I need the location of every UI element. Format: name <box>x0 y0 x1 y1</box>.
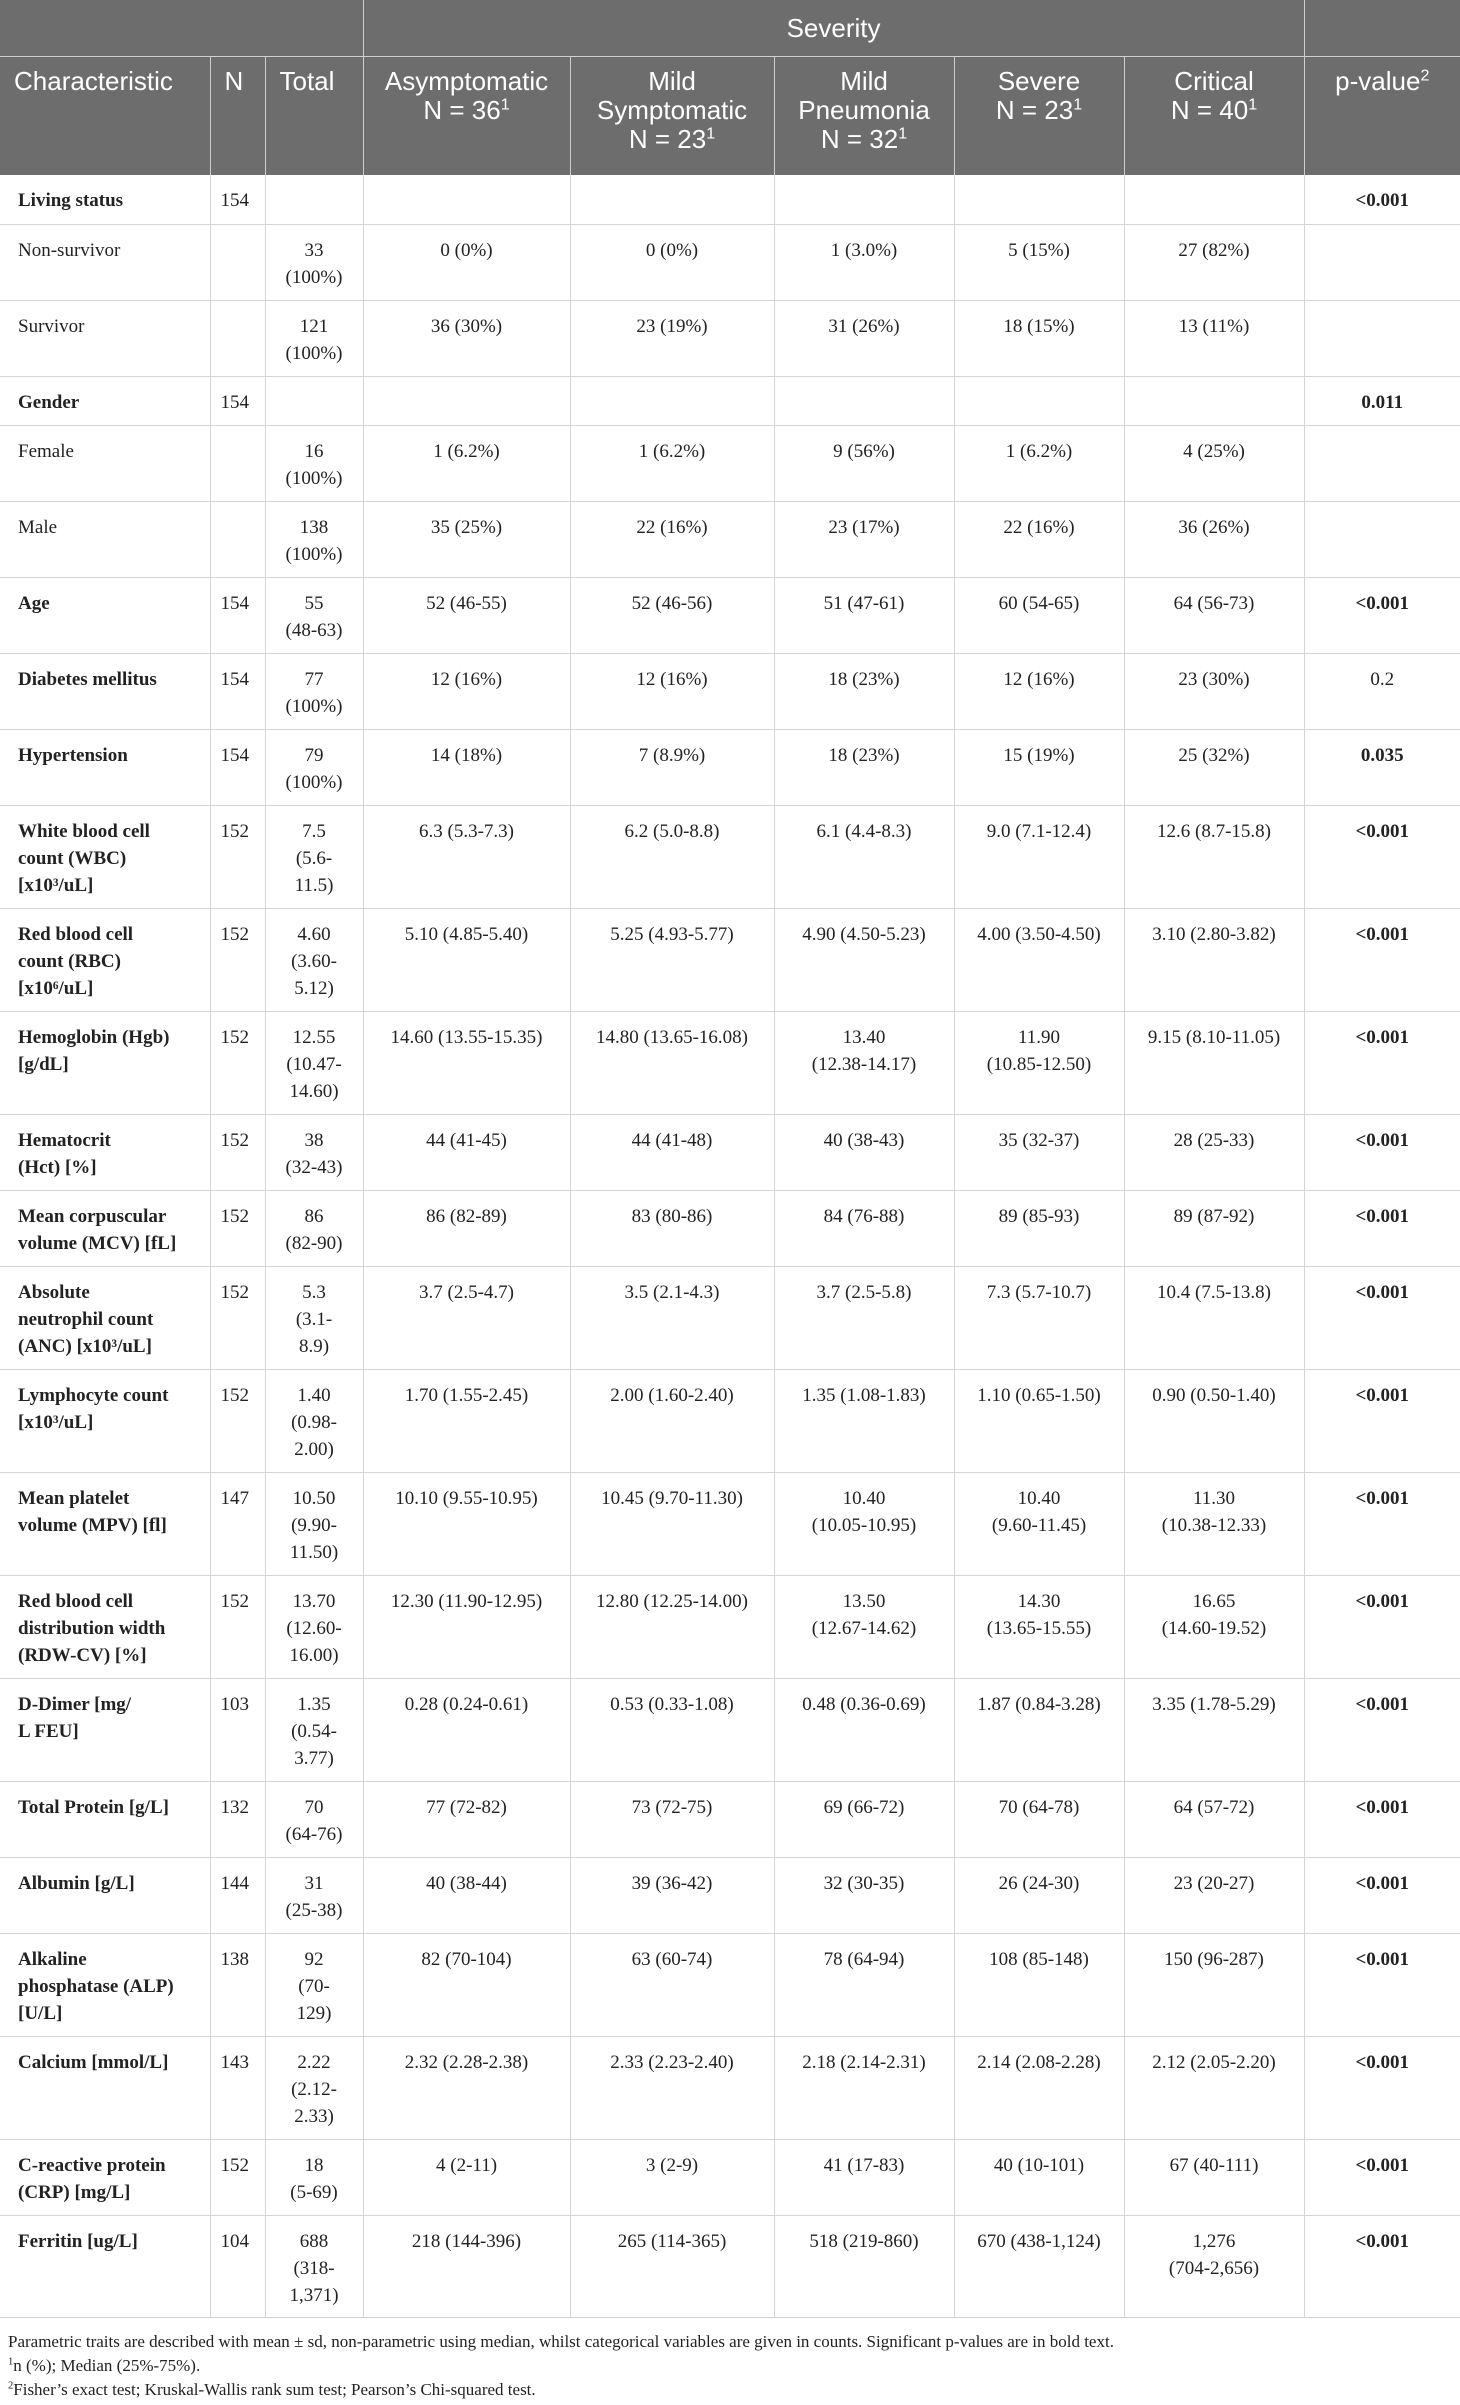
cell-mild-symptomatic: 6.2 (5.0-8.8) <box>570 805 774 908</box>
cell-total <box>265 376 363 425</box>
cell-total: 79 (100%) <box>265 729 363 805</box>
cell-p-value: <0.001 <box>1304 2215 1460 2317</box>
table-row <box>0 1369 1460 1472</box>
cell-mild-pneumonia: 13.50 (12.67-14.62) <box>774 1575 954 1678</box>
cell-characteristic: Lymphocyte count [x10³/uL] <box>0 1369 210 1472</box>
cell-characteristic: Calcium [mmol/L] <box>0 2036 210 2139</box>
cell-n <box>210 300 265 376</box>
cell-asymptomatic: 52 (46-55) <box>363 577 570 653</box>
table-row <box>0 1472 1460 1575</box>
cell-characteristic: Survivor <box>0 300 210 376</box>
cell-n: 154 <box>210 175 265 224</box>
cell-characteristic: White blood cell count (WBC) [x10³/uL] <box>0 805 210 908</box>
cell-n: 154 <box>210 577 265 653</box>
footnote: $^2$Fisher’s exact test; Kruskal-Wallis rank sum test; Pearson’s Chi-squared test. <box>8 2379 536 2399</box>
cell-severe: 10.40 (9.60-11.45) <box>954 1472 1124 1575</box>
cell-critical: 1,276 (704-2,656) <box>1124 2215 1304 2317</box>
cell-asymptomatic: 44 (41-45) <box>363 1114 570 1190</box>
footnote-marker: 1 <box>898 124 908 143</box>
cell-n: 104 <box>210 2215 265 2317</box>
cell-critical: 25 (32%) <box>1124 729 1304 805</box>
cell-critical: 64 (57-72) <box>1124 1781 1304 1857</box>
cell-mild-pneumonia: 31 (26%) <box>774 300 954 376</box>
cell-p-value: <0.001 <box>1304 175 1460 224</box>
cell-mild-symptomatic: 3.5 (2.1-4.3) <box>570 1266 774 1369</box>
cell-total: 38 (32-43) <box>265 1114 363 1190</box>
cell-severe: 108 (85-148) <box>954 1933 1124 2036</box>
cell-mild-symptomatic: 22 (16%) <box>570 501 774 577</box>
cell-mild-pneumonia: 1.35 (1.08-1.83) <box>774 1369 954 1472</box>
table-row <box>0 175 1460 224</box>
cell-severe: 18 (15%) <box>954 300 1124 376</box>
cell-critical: 28 (25-33) <box>1124 1114 1304 1190</box>
cell-critical: 16.65 (14.60-19.52) <box>1124 1575 1304 1678</box>
cell-mild-symptomatic: 44 (41-48) <box>570 1114 774 1190</box>
cell-characteristic: Mean corpuscular volume (MCV) [fL] <box>0 1190 210 1266</box>
cell-n: 143 <box>210 2036 265 2139</box>
cell-mild-symptomatic: 3 (2-9) <box>570 2139 774 2215</box>
column-header-p-value: p-value$^2$ <box>1304 57 1460 176</box>
cell-characteristic: Age <box>0 577 210 653</box>
cell-critical: 89 (87-92) <box>1124 1190 1304 1266</box>
cell-characteristic: Living status <box>0 175 210 224</box>
cell-critical: 2.12 (2.05-2.20) <box>1124 2036 1304 2139</box>
cell-critical: 0.90 (0.50-1.40) <box>1124 1369 1304 1472</box>
cell-p-value: <0.001 <box>1304 1933 1460 2036</box>
column-header-mild-symptomatic: Mild Symptomatic $N = 23^1$ <box>570 57 774 176</box>
cell-mild-symptomatic: 2.00 (1.60-2.40) <box>570 1369 774 1472</box>
cell-total <box>265 175 363 224</box>
cell-total: 77 (100%) <box>265 653 363 729</box>
cell-severe: 14.30 (13.65-15.55) <box>954 1575 1124 1678</box>
cell-asymptomatic: 5.10 (4.85-5.40) <box>363 908 570 1011</box>
cell-total: 688 (318- 1,371) <box>265 2215 363 2317</box>
column-header-severe: Severe $N = 23^1$ <box>954 57 1124 176</box>
cell-critical: 67 (40-111) <box>1124 2139 1304 2215</box>
cell-characteristic: Albumin [g/L] <box>0 1857 210 1933</box>
cell-p-value <box>1304 300 1460 376</box>
cell-p-value: <0.001 <box>1304 1678 1460 1781</box>
cell-asymptomatic: 3.7 (2.5-4.7) <box>363 1266 570 1369</box>
cell-characteristic: Mean platelet volume (MPV) [fl] <box>0 1472 210 1575</box>
cell-severe: 89 (85-93) <box>954 1190 1124 1266</box>
cell-critical: 13 (11%) <box>1124 300 1304 376</box>
header-group-row <box>0 0 1460 57</box>
cell-asymptomatic: 35 (25%) <box>363 501 570 577</box>
cell-severe: 2.14 (2.08-2.28) <box>954 2036 1124 2139</box>
cell-severe: 15 (19%) <box>954 729 1124 805</box>
cell-severe: 4.00 (3.50-4.50) <box>954 908 1124 1011</box>
cell-asymptomatic: 12 (16%) <box>363 653 570 729</box>
cell-critical: 3.10 (2.80-3.82) <box>1124 908 1304 1011</box>
table-body <box>0 175 1460 2317</box>
table-header <box>0 0 1460 175</box>
cell-critical: 36 (26%) <box>1124 501 1304 577</box>
cell-mild-pneumonia: 518 (219-860) <box>774 2215 954 2317</box>
cell-characteristic: Non-survivor <box>0 224 210 300</box>
cell-mild-pneumonia: 10.40 (10.05-10.95) <box>774 1472 954 1575</box>
cell-critical: 64 (56-73) <box>1124 577 1304 653</box>
cell-severe: 9.0 (7.1-12.4) <box>954 805 1124 908</box>
cell-n: 152 <box>210 1266 265 1369</box>
cell-characteristic: Absolute neutrophil count (ANC) [x10³/uL] <box>0 1266 210 1369</box>
table-row <box>0 1114 1460 1190</box>
cell-mild-pneumonia: 69 (66-72) <box>774 1781 954 1857</box>
cell-n: 152 <box>210 1369 265 1472</box>
cell-total: 92 (70- 129) <box>265 1933 363 2036</box>
cell-mild-symptomatic: 0 (0%) <box>570 224 774 300</box>
cell-p-value: <0.001 <box>1304 1472 1460 1575</box>
cell-mild-pneumonia: 4.90 (4.50-5.23) <box>774 908 954 1011</box>
cell-severe: 1 (6.2%) <box>954 425 1124 501</box>
column-header-critical: Critical $N = 40^1$ <box>1124 57 1304 176</box>
cell-characteristic: Hematocrit (Hct) [%] <box>0 1114 210 1190</box>
cell-total: 4.60 (3.60- 5.12) <box>265 908 363 1011</box>
cell-p-value <box>1304 501 1460 577</box>
cell-asymptomatic: 86 (82-89) <box>363 1190 570 1266</box>
cell-total: 7.5 (5.6- 11.5) <box>265 805 363 908</box>
footnote-marker: 1 <box>500 95 510 114</box>
cell-mild-symptomatic: 39 (36-42) <box>570 1857 774 1933</box>
table-row <box>0 577 1460 653</box>
table-row <box>0 501 1460 577</box>
cell-n: 152 <box>210 1190 265 1266</box>
cell-mild-symptomatic: 265 (114-365) <box>570 2215 774 2317</box>
cell-mild-pneumonia: 9 (56%) <box>774 425 954 501</box>
cell-asymptomatic: 1 (6.2%) <box>363 425 570 501</box>
header-spacer <box>1304 0 1460 57</box>
cell-n: 138 <box>210 1933 265 2036</box>
cell-total: 86 (82-90) <box>265 1190 363 1266</box>
cell-severe: 60 (54-65) <box>954 577 1124 653</box>
cell-n: 152 <box>210 1114 265 1190</box>
table-row <box>0 805 1460 908</box>
cell-critical: 4 (25%) <box>1124 425 1304 501</box>
table-row <box>0 653 1460 729</box>
cell-mild-pneumonia: 40 (38-43) <box>774 1114 954 1190</box>
table-row <box>0 1857 1460 1933</box>
cell-p-value: <0.001 <box>1304 1781 1460 1857</box>
cell-severe: 1.10 (0.65-1.50) <box>954 1369 1124 1472</box>
cell-p-value: <0.001 <box>1304 1575 1460 1678</box>
cell-asymptomatic <box>363 376 570 425</box>
cell-total: 10.50 (9.90- 11.50) <box>265 1472 363 1575</box>
cell-mild-pneumonia: 6.1 (4.4-8.3) <box>774 805 954 908</box>
cell-p-value: <0.001 <box>1304 805 1460 908</box>
cell-mild-pneumonia: 78 (64-94) <box>774 1933 954 2036</box>
cell-critical: 27 (82%) <box>1124 224 1304 300</box>
cell-critical <box>1124 175 1304 224</box>
cell-total: 13.70 (12.60- 16.00) <box>265 1575 363 1678</box>
table-row <box>0 1781 1460 1857</box>
cell-mild-symptomatic: 63 (60-74) <box>570 1933 774 2036</box>
cell-mild-pneumonia: 2.18 (2.14-2.31) <box>774 2036 954 2139</box>
cell-mild-symptomatic: 23 (19%) <box>570 300 774 376</box>
cell-n: 154 <box>210 729 265 805</box>
cell-critical <box>1124 376 1304 425</box>
cell-n: 147 <box>210 1472 265 1575</box>
cell-n: 132 <box>210 1781 265 1857</box>
cell-mild-pneumonia: 1 (3.0%) <box>774 224 954 300</box>
cell-characteristic: Hemoglobin (Hgb) [g/dL] <box>0 1011 210 1114</box>
cell-characteristic: Red blood cell count (RBC) [x10⁶/uL] <box>0 908 210 1011</box>
cell-characteristic: Ferritin [ug/L] <box>0 2215 210 2317</box>
table-row <box>0 1011 1460 1114</box>
cell-total: 1.35 (0.54- 3.77) <box>265 1678 363 1781</box>
cell-critical: 23 (20-27) <box>1124 1857 1304 1933</box>
column-header-mild-pneumonia: Mild Pneumonia $N = 32^1$ <box>774 57 954 176</box>
cell-asymptomatic <box>363 175 570 224</box>
cell-mild-pneumonia: 84 (76-88) <box>774 1190 954 1266</box>
cell-n <box>210 501 265 577</box>
cell-characteristic: Male <box>0 501 210 577</box>
cell-p-value: <0.001 <box>1304 1011 1460 1114</box>
table-row <box>0 2215 1460 2317</box>
cell-mild-symptomatic: 14.80 (13.65-16.08) <box>570 1011 774 1114</box>
cell-mild-symptomatic: 83 (80-86) <box>570 1190 774 1266</box>
cell-mild-symptomatic <box>570 175 774 224</box>
cell-total: 70 (64-76) <box>265 1781 363 1857</box>
cell-n <box>210 425 265 501</box>
cell-total: 12.55 (10.47- 14.60) <box>265 1011 363 1114</box>
cell-p-value: <0.001 <box>1304 2036 1460 2139</box>
table-row <box>0 1575 1460 1678</box>
cell-p-value: <0.001 <box>1304 1114 1460 1190</box>
cell-mild-pneumonia: 32 (30-35) <box>774 1857 954 1933</box>
cell-asymptomatic: 82 (70-104) <box>363 1933 570 2036</box>
cell-severe: 1.87 (0.84-3.28) <box>954 1678 1124 1781</box>
cell-asymptomatic: 2.32 (2.28-2.38) <box>363 2036 570 2139</box>
cell-total: 16 (100%) <box>265 425 363 501</box>
cell-critical: 23 (30%) <box>1124 653 1304 729</box>
cell-critical: 12.6 (8.7-15.8) <box>1124 805 1304 908</box>
cell-critical: 150 (96-287) <box>1124 1933 1304 2036</box>
cell-n: 152 <box>210 805 265 908</box>
footnote-marker: 2 <box>1420 66 1430 85</box>
cell-characteristic: Alkaline phosphatase (ALP) [U/L] <box>0 1933 210 2036</box>
cell-severe: 22 (16%) <box>954 501 1124 577</box>
cell-asymptomatic: 6.3 (5.3-7.3) <box>363 805 570 908</box>
footnote: Parametric traits are described with mean ± sd, non-parametric using median, whilst categorical variables are given in counts. Significant p-values are in bold text. <box>8 2331 1114 2351</box>
cell-asymptomatic: 12.30 (11.90-12.95) <box>363 1575 570 1678</box>
cell-mild-pneumonia: 51 (47-61) <box>774 577 954 653</box>
cell-critical: 3.35 (1.78-5.29) <box>1124 1678 1304 1781</box>
cell-characteristic: Total Protein [g/L] <box>0 1781 210 1857</box>
cell-characteristic: C-reactive protein (CRP) [mg/L] <box>0 2139 210 2215</box>
footnote-marker: 1 <box>1248 95 1258 114</box>
cell-asymptomatic: 14.60 (13.55-15.35) <box>363 1011 570 1114</box>
cell-severe: 7.3 (5.7-10.7) <box>954 1266 1124 1369</box>
cell-mild-pneumonia: 18 (23%) <box>774 729 954 805</box>
cell-p-value: <0.001 <box>1304 1190 1460 1266</box>
table-footnotes <box>0 2318 1460 2402</box>
cell-n: 103 <box>210 1678 265 1781</box>
cell-total: 121 (100%) <box>265 300 363 376</box>
cell-asymptomatic: 40 (38-44) <box>363 1857 570 1933</box>
cell-n: 152 <box>210 1575 265 1678</box>
cell-severe: 11.90 (10.85-12.50) <box>954 1011 1124 1114</box>
table-row <box>0 908 1460 1011</box>
cell-mild-symptomatic: 73 (72-75) <box>570 1781 774 1857</box>
cell-n: 154 <box>210 653 265 729</box>
cell-asymptomatic: 10.10 (9.55-10.95) <box>363 1472 570 1575</box>
cell-mild-pneumonia: 3.7 (2.5-5.8) <box>774 1266 954 1369</box>
cell-mild-symptomatic: 52 (46-56) <box>570 577 774 653</box>
cell-total: 2.22 (2.12- 2.33) <box>265 2036 363 2139</box>
cell-mild-symptomatic: 12.80 (12.25-14.00) <box>570 1575 774 1678</box>
table-row <box>0 300 1460 376</box>
cell-mild-pneumonia: 0.48 (0.36-0.69) <box>774 1678 954 1781</box>
table-row <box>0 224 1460 300</box>
footnote-marker: 1 <box>8 2355 14 2367</box>
cell-p-value: 0.2 <box>1304 653 1460 729</box>
cell-mild-pneumonia <box>774 376 954 425</box>
cell-p-value <box>1304 425 1460 501</box>
cell-mild-symptomatic: 7 (8.9%) <box>570 729 774 805</box>
cell-total: 1.40 (0.98- 2.00) <box>265 1369 363 1472</box>
severity-group-header: Severity <box>363 0 1304 57</box>
cell-mild-symptomatic: 10.45 (9.70-11.30) <box>570 1472 774 1575</box>
column-header-row <box>0 57 1460 176</box>
table-row <box>0 1266 1460 1369</box>
cell-p-value: <0.001 <box>1304 1369 1460 1472</box>
cell-mild-symptomatic <box>570 376 774 425</box>
cell-mild-pneumonia: 13.40 (12.38-14.17) <box>774 1011 954 1114</box>
cell-asymptomatic: 0.28 (0.24-0.61) <box>363 1678 570 1781</box>
cell-severe: 26 (24-30) <box>954 1857 1124 1933</box>
cell-asymptomatic: 0 (0%) <box>363 224 570 300</box>
cell-severe: 35 (32-37) <box>954 1114 1124 1190</box>
cell-mild-symptomatic: 2.33 (2.23-2.40) <box>570 2036 774 2139</box>
table-row <box>0 1933 1460 2036</box>
cell-asymptomatic: 1.70 (1.55-2.45) <box>363 1369 570 1472</box>
table-row <box>0 729 1460 805</box>
cell-characteristic: D-Dimer [mg/ L FEU] <box>0 1678 210 1781</box>
cell-n: 144 <box>210 1857 265 1933</box>
footnote: $^1$n (%); Median (25%-75%). <box>8 2355 201 2375</box>
cell-p-value: <0.001 <box>1304 908 1460 1011</box>
cell-characteristic: Red blood cell distribution width (RDW-CV) [%] <box>0 1575 210 1678</box>
cell-total: 33 (100%) <box>265 224 363 300</box>
column-header-characteristic: Characteristic <box>0 57 210 176</box>
cell-total: 138 (100%) <box>265 501 363 577</box>
column-header-n: N <box>210 57 265 176</box>
cell-characteristic: Gender <box>0 376 210 425</box>
cell-asymptomatic: 4 (2-11) <box>363 2139 570 2215</box>
table-row <box>0 1190 1460 1266</box>
cell-characteristic: Female <box>0 425 210 501</box>
cell-total: 55 (48-63) <box>265 577 363 653</box>
footnote-marker: 1 <box>1073 95 1083 114</box>
cell-total: 5.3 (3.1- 8.9) <box>265 1266 363 1369</box>
table-row <box>0 2139 1460 2215</box>
cell-mild-pneumonia: 18 (23%) <box>774 653 954 729</box>
cell-n: 154 <box>210 376 265 425</box>
cell-total: 31 (25-38) <box>265 1857 363 1933</box>
cell-characteristic: Diabetes mellitus <box>0 653 210 729</box>
cell-severe: 5 (15%) <box>954 224 1124 300</box>
cell-p-value: <0.001 <box>1304 1857 1460 1933</box>
header-spacer <box>0 0 363 57</box>
cell-n: 152 <box>210 908 265 1011</box>
cell-severe <box>954 175 1124 224</box>
column-header-asymptomatic: Asymptomatic $N = 36^1$ <box>363 57 570 176</box>
cell-mild-symptomatic: 0.53 (0.33-1.08) <box>570 1678 774 1781</box>
cell-asymptomatic: 14 (18%) <box>363 729 570 805</box>
table-row <box>0 425 1460 501</box>
cell-severe: 70 (64-78) <box>954 1781 1124 1857</box>
cell-mild-symptomatic: 5.25 (4.93-5.77) <box>570 908 774 1011</box>
cell-mild-pneumonia: 41 (17-83) <box>774 2139 954 2215</box>
cell-mild-symptomatic: 1 (6.2%) <box>570 425 774 501</box>
cell-p-value: 0.011 <box>1304 376 1460 425</box>
cell-severe: 12 (16%) <box>954 653 1124 729</box>
footnote-marker: 2 <box>8 2379 14 2391</box>
cell-mild-pneumonia: 23 (17%) <box>774 501 954 577</box>
cell-asymptomatic: 36 (30%) <box>363 300 570 376</box>
table-row <box>0 2036 1460 2139</box>
cell-critical: 11.30 (10.38-12.33) <box>1124 1472 1304 1575</box>
cell-asymptomatic: 77 (72-82) <box>363 1781 570 1857</box>
table-row <box>0 1678 1460 1781</box>
cell-mild-symptomatic: 12 (16%) <box>570 653 774 729</box>
cell-n: 152 <box>210 1011 265 1114</box>
cell-p-value: <0.001 <box>1304 577 1460 653</box>
cell-p-value: <0.001 <box>1304 2139 1460 2215</box>
footnote-marker: 1 <box>706 124 716 143</box>
cell-severe <box>954 376 1124 425</box>
cell-asymptomatic: 218 (144-396) <box>363 2215 570 2317</box>
cell-n: 152 <box>210 2139 265 2215</box>
cell-total: 18 (5-69) <box>265 2139 363 2215</box>
cell-p-value: <0.001 <box>1304 1266 1460 1369</box>
cell-mild-pneumonia <box>774 175 954 224</box>
cell-critical: 9.15 (8.10-11.05) <box>1124 1011 1304 1114</box>
cell-p-value: 0.035 <box>1304 729 1460 805</box>
cell-severe: 670 (438-1,124) <box>954 2215 1124 2317</box>
column-header-total: Total <box>265 57 363 176</box>
cell-critical: 10.4 (7.5-13.8) <box>1124 1266 1304 1369</box>
cell-p-value <box>1304 224 1460 300</box>
cell-n <box>210 224 265 300</box>
table-row <box>0 376 1460 425</box>
cell-characteristic: Hypertension <box>0 729 210 805</box>
cell-severe: 40 (10-101) <box>954 2139 1124 2215</box>
